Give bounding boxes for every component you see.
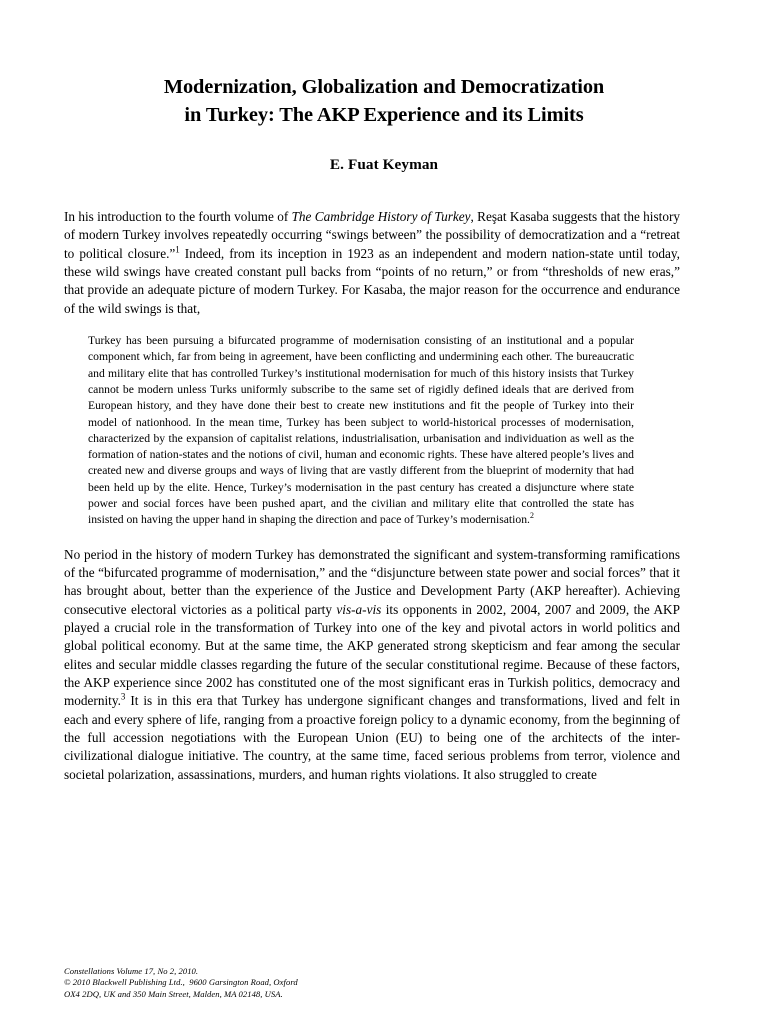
footer-address-line: OX4 2DQ, UK and 350 Main Street, Malden, MA 02148, USA. xyxy=(64,988,283,999)
article-title-line-1: Modernization, Globalization and Democratization xyxy=(163,76,605,98)
second-text-part-3: It is in this era that Turkey has undergone significant changes and transformations, lived and felt in each and every sphere of life, ranging from a proactive foreign policy to a dynamic economy, from the beginning of the full accession negotiations with the European Union (EU) to being one of the architects of the inter-civilizational dialogue initiative. The country, at the same time, faced serious problems from terror, violence and societal polarization, assassinations, murders, and human rights violations. It also struggled to create xyxy=(64,693,680,782)
article-title-line-2: in Turkey: The AKP Experience and its Limits xyxy=(184,103,584,126)
article-body xyxy=(64,208,680,784)
second-text-part-1: No period in the history of modern Turkey has demonstrated the significant and system-transforming ramifications of the “bifurcated programme of modernisation,” and the “disjuncture between state power and social forces” that it has brought about, better than the experience of the Justice and Development Party (AKP hereafter). Achieving consecutive electoral victories as a political party xyxy=(64,546,680,617)
article-title xyxy=(64,74,704,129)
second-text-part-2: its opponents in 2002, 2004, 2007 and 2009, the AKP played a crucial role in the transformation of Turkey into one of the key and pivotal actors in world politics and global political economy. But at the same time, the AKP generated strong skepticism and fear among the secular elites and secular middle classes regarding the future of the secular constitutional regime. Because of these factors, the AKP experience since 2002 has constituted one of the most significant eras in Turkish politics, democracy and modernity. xyxy=(64,601,680,709)
footnote-marker-3: 3 xyxy=(120,691,126,702)
intro-text-part-2: , Reşat Kasaba suggests that the history of modern Turkey involves repeatedly occurring “swings between” the possibility of democratization and a “retreat to political closure.” xyxy=(64,209,680,261)
author-name: E. Fuat Keyman xyxy=(329,156,439,173)
book-title-cambridge-history: The Cambridge History of Turkey xyxy=(291,209,471,224)
italic-phrase-vis-a-vis: vis-a-vis xyxy=(336,601,382,617)
block-quote-text: Turkey has been pursuing a bifurcated programme of modernisation consisting of an institutional and a popular component which, far from being in agreement, have been conflicting and undermining each other. The bureaucratic and military elite that has controlled Turkey’s institutional modernisation for much of this history insists that Turkey cannot be modern unless Turks uniformly subscribe to the same set of rigidly defined ideals that are derived from European history, and they have done their best to create new institutions and fit the people of Turkey into their model of nationhood. In the mean time, Turkey has been subject to world-historical processes of modernisation, characterized by the expansion of capitalist relations, industrialisation, urbanisation and individuation as well as the formation of nation-states and the notions of civil, human and economic rights. These have altered people’s lives and created new and diverse groups and ways of living that are vastly different from the blueprint of modernity that had been held up by the elite. Hence, Turkey’s modernisation in the past century has created a disjuncture where state power and social forces have been pushed apart, and the civilian and military elite that controlled the state has insisted on having the upper hand in shaping the direction and pace of Turkey’s modernisation. xyxy=(88,334,634,527)
journal-footer xyxy=(64,966,564,1000)
block-quote-kasaba xyxy=(64,333,634,529)
footnote-marker-2: 2 xyxy=(529,511,534,521)
footnote-marker-1: 1 xyxy=(175,244,180,255)
footer-copyright-line: © 2010 Blackwell Publishing Ltd., 9600 Garsington Road, Oxford xyxy=(64,977,298,988)
page-title xyxy=(64,74,704,129)
paragraph-intro xyxy=(64,208,680,318)
paragraph-second xyxy=(64,546,680,784)
footer-journal-citation: Constellations Volume 17, No 2, 2010. xyxy=(64,966,199,976)
intro-text-part-3: Indeed, from its inception in 1923 as an independent and modern nation-state until today, these wild swings have created constant pull backs from “points of no return,” or from “thresholds of new eras,” that provide an adequate picture of modern Turkey. For Kasaba, the major reason for the occurrence and endurance of the wild swings is that, xyxy=(64,245,680,316)
intro-text-part-1: In his introduction to the fourth volume of xyxy=(64,209,292,224)
